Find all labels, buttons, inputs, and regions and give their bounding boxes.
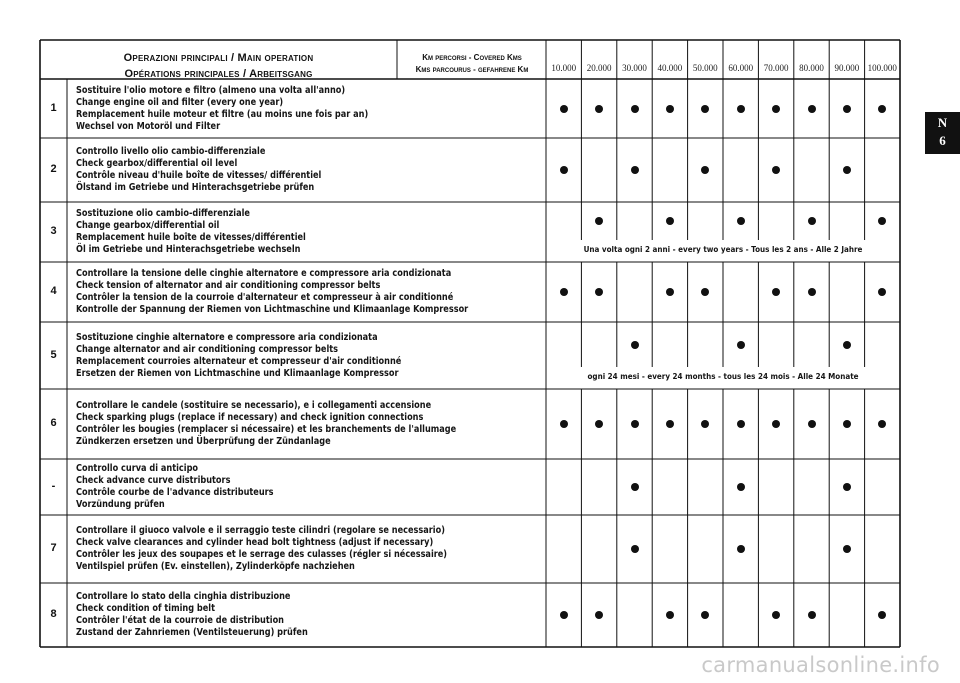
- service-mark-dot: [666, 288, 674, 296]
- operation-text-line: Remplacement huile moteur et filtre (au moins une fois par an): [76, 108, 369, 120]
- km-column-label: 80.000: [799, 63, 824, 73]
- operation-text-line: Contrôler les jeux des soupapes et le serrage des culasses (régler si nécessaire): [76, 549, 448, 560]
- operation-text-line: Change engine oil and filter (every one year): [76, 96, 284, 108]
- operation-text-line: Change gearbox/differential oil: [76, 220, 220, 231]
- service-mark-dot: [631, 483, 639, 491]
- operation-text-line: Check tension of alternator and air conditioning compressor belts: [76, 280, 381, 291]
- operation-text-line: Ölstand im Getriebe und Hinterachsgetriebe prüfen: [76, 182, 315, 193]
- row-number: -: [51, 480, 56, 492]
- km-column-label: 90.000: [834, 63, 860, 73]
- row-number: 2: [50, 163, 57, 175]
- service-mark-dot: [843, 105, 851, 113]
- operation-text-line: Sostituzione olio cambio-differenziale: [76, 208, 250, 219]
- km-column-label: 50.000: [692, 63, 718, 73]
- service-mark-dot: [701, 105, 709, 113]
- operation-text-line: Controllare la tensione delle cinghie alternatore e compressore aria condizionata: [76, 268, 452, 279]
- operation-text-line: Öl im Getriebe und Hinterachsgetriebe wechseln: [76, 244, 301, 255]
- operation-text-line: Contrôler l'état de la courroie de distribution: [76, 615, 285, 626]
- service-mark-dot: [737, 483, 745, 491]
- watermark: carmanualsonline.info: [701, 653, 940, 677]
- row-number: 7: [50, 542, 57, 554]
- km-column-label: 60.000: [728, 63, 754, 73]
- operation-text-line: Sostituire l'olio motore e filtro (almeno una volta all'anno): [76, 84, 346, 96]
- operation-text-line: Contrôle courbe de l'advance distributeurs: [76, 487, 274, 498]
- section-tab: [925, 112, 960, 154]
- service-mark-dot: [843, 420, 851, 428]
- operation-text-line: Contrôler la tension de la courroie d'alternateur et compresseur à air conditionné: [76, 292, 454, 303]
- operation-text-line: Controllo curva di anticipo: [76, 463, 199, 474]
- operation-description: [76, 268, 468, 316]
- operation-text-line: Sostituzione cinghie alternatore e compressore aria condizionata: [76, 331, 378, 343]
- service-mark-dot: [631, 420, 639, 428]
- service-mark-dot: [560, 420, 568, 428]
- service-mark-dot: [737, 217, 745, 225]
- interval-note: Una volta ogni 2 anni - every two years - Tous les 2 ans - Alle 2 Jahre: [583, 245, 863, 254]
- service-mark-dot: [631, 545, 639, 553]
- operation-description: [76, 85, 368, 133]
- service-mark-dot: [843, 166, 851, 174]
- operation-text-line: Remplacement huile boîte de vitesses/différentiel: [76, 232, 306, 243]
- row-number: 6: [50, 417, 57, 429]
- service-mark-dot: [808, 611, 816, 619]
- interval-note: ogni 24 mesi - every 24 months - tous les 24 mois - Alle 24 Monate: [587, 372, 859, 381]
- service-mark-dot: [560, 611, 568, 619]
- service-mark-dot: [808, 105, 816, 113]
- row-number: 8: [50, 608, 57, 620]
- operation-header-line1: Operazioni principali / Main operation: [123, 52, 314, 64]
- operation-description: [76, 208, 306, 256]
- service-mark-dot: [737, 341, 745, 349]
- operation-description: [76, 525, 447, 573]
- service-mark-dot: [737, 545, 745, 553]
- operation-text-line: Kontrolle der Spannung der Riemen von Lichtmaschine und Klimaanlage Kompressor: [76, 304, 469, 315]
- operation-text-line: Zustand der Zahnriemen (Ventilsteuerung) prüfen: [76, 627, 308, 638]
- operation-text-line: Check advance curve distributors: [76, 475, 231, 486]
- service-mark-dot: [843, 545, 851, 553]
- service-mark-dot: [737, 420, 745, 428]
- service-mark-dot: [595, 105, 603, 113]
- km-column-label: 70.000: [763, 63, 789, 73]
- operation-description: [76, 591, 308, 639]
- service-mark-dot: [808, 217, 816, 225]
- row-number: 3: [50, 225, 57, 237]
- operation-text-line: Change alternator and air conditioning compressor belts: [76, 343, 339, 355]
- operation-header-line2: Opérations principales / Arbeitsgang: [124, 68, 313, 80]
- operation-text-line: Ersetzen der Riemen von Lichtmaschine und Klimaanlage Kompressor: [76, 367, 399, 379]
- service-mark-dot: [666, 420, 674, 428]
- km-header-line1: Km percorsi - Covered Kms: [422, 53, 522, 62]
- km-column-label: 40.000: [657, 63, 683, 73]
- operation-text-line: Ventilspiel prüfen (Ev. einstellen), Zylinderköpfe nachziehen: [76, 561, 355, 572]
- operation-text-line: Remplacement courroies alternateur et compresseur d'air conditionné: [76, 355, 402, 367]
- row-number: 1: [50, 101, 57, 114]
- operation-text-line: Controllare lo stato della cinghia distribuzione: [76, 591, 291, 602]
- service-mark-dot: [631, 105, 639, 113]
- km-header-line2: Kms parcourus - gefahrene Km: [415, 65, 529, 74]
- row-number: 4: [50, 285, 57, 297]
- operation-text-line: Contrôle niveau d'huile boîte de vitesses/ différentiel: [76, 170, 322, 181]
- service-mark-dot: [808, 420, 816, 428]
- operation-description: [76, 332, 401, 380]
- service-mark-dot: [666, 105, 674, 113]
- row-number: 5: [50, 348, 57, 361]
- operation-text-line: Contrôler les bougies (remplacer si nécessaire) et les branchements de l'allumage: [76, 424, 457, 435]
- km-column-label: 10.000: [551, 63, 577, 73]
- service-mark-dot: [631, 341, 639, 349]
- km-column-label: 100.000: [867, 63, 897, 73]
- operation-text-line: Check gearbox/differential oil level: [76, 158, 238, 169]
- operation-text-line: Controllare il giuoco valvole e il serraggio teste cilindri (regolare se necessario): [76, 525, 445, 536]
- operation-text-line: Controllo livello olio cambio-differenziale: [76, 146, 266, 157]
- service-mark-dot: [772, 105, 780, 113]
- operation-header: [40, 50, 397, 82]
- operation-text-line: Wechsel von Motoröl und Filter: [76, 120, 221, 132]
- service-mark-dot: [737, 105, 745, 113]
- km-header: [398, 52, 546, 76]
- operation-text-line: Check sparking plugs (replace if necessary) and check ignition connections: [76, 412, 424, 423]
- service-mark-dot: [808, 288, 816, 296]
- operation-text-line: Controllare le candele (sostituire se necessario), e i collegamenti accensione: [76, 400, 432, 411]
- operation-text-line: Zündkerzen ersetzen und Überprüfung der Zündanlage: [76, 436, 331, 447]
- operation-description: [76, 146, 321, 194]
- service-mark-dot: [666, 611, 674, 619]
- operation-text-line: Check condition of timing belt: [76, 603, 216, 614]
- service-mark-dot: [560, 288, 568, 296]
- operation-description: [76, 463, 274, 511]
- service-mark-dot: [560, 105, 568, 113]
- service-mark-dot: [631, 166, 639, 174]
- service-mark-dot: [666, 217, 674, 225]
- section-tab-letter: N: [937, 115, 948, 130]
- service-mark-dot: [843, 483, 851, 491]
- operation-text-line: Check valve clearances and cylinder head bolt tightness (adjust if necessary): [76, 537, 434, 548]
- km-column-label: 30.000: [622, 63, 647, 73]
- km-column-label: 20.000: [586, 63, 612, 73]
- service-mark-dot: [878, 105, 886, 113]
- service-mark-dot: [843, 341, 851, 349]
- operation-description: [76, 400, 456, 448]
- service-mark-dot: [560, 166, 568, 174]
- operation-text-line: Vorzündung prüfen: [76, 499, 165, 510]
- section-tab-number: 6: [939, 133, 946, 148]
